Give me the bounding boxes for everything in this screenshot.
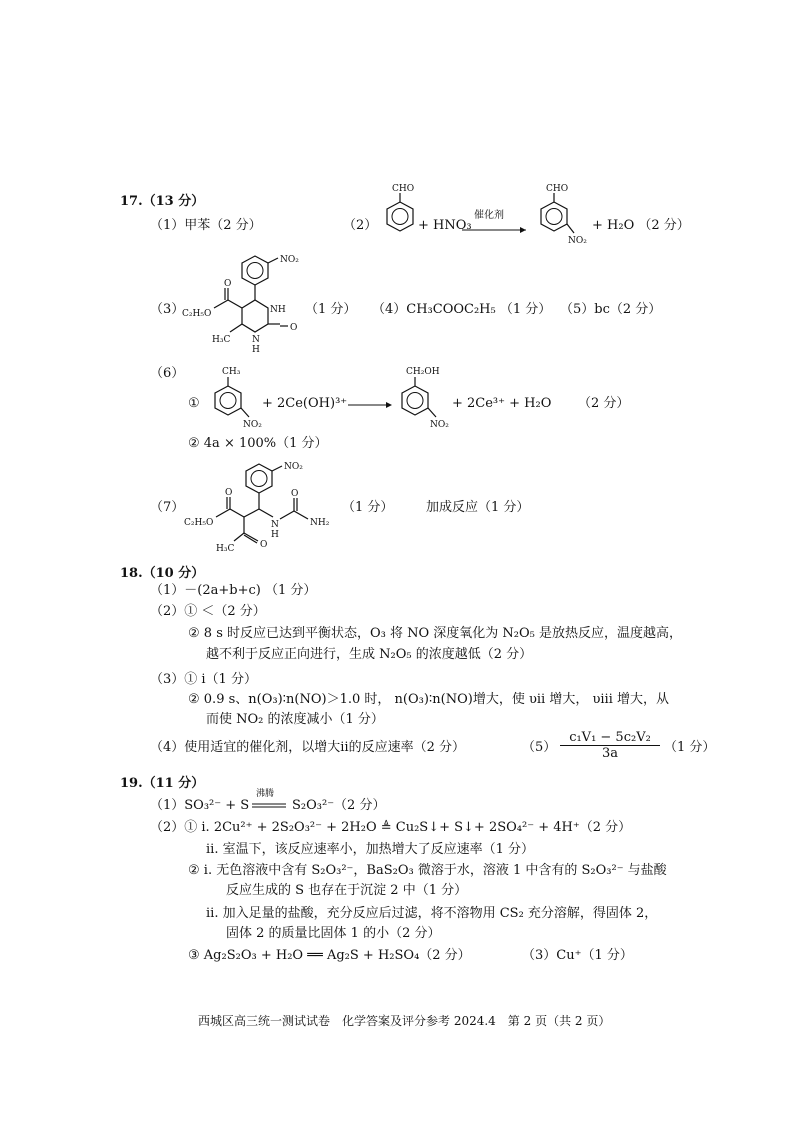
q18-part5-numerator: c₁V₁ − 5c₂V₂: [560, 730, 660, 746]
q17-part5: （5）bc（2 分）: [560, 302, 662, 317]
p7-ester-o: O: [225, 488, 233, 498]
p7-nh2-label: NH₂: [310, 518, 330, 528]
nitrotoluene-structure: [205, 365, 265, 435]
q17-part6-score: （2 分）: [578, 396, 630, 411]
p6-arrow: [348, 398, 396, 412]
p6-ch2oh-label: CH₂OH: [406, 367, 440, 377]
q19-part2-3: ③ Ag₂S₂O₃ + H₂O ══ Ag₂S + H₂SO₄（2 分）: [188, 948, 471, 963]
p3-no2-label: NO₂: [280, 255, 299, 265]
p3-urea-o: O: [290, 323, 298, 333]
pyrimidinone-structure: [178, 250, 308, 360]
q18-part5-score: （1 分）: [664, 740, 716, 755]
q18-part5-label: （5）: [522, 740, 557, 755]
q19-equals-sign: [252, 803, 288, 809]
reaction-arrow: [460, 220, 530, 240]
p7-urea-o: O: [291, 489, 299, 499]
q19-part1-condition: 沸腾: [256, 789, 275, 799]
q19-part2-2ii-a: ⅱ. 加入足量的盐酸，充分反应后过滤，将不溶物用 CS₂ 充分溶解，得固体 2，: [206, 906, 658, 921]
reactant-cho-label: CHO: [392, 184, 415, 194]
q17-part6-circle1: ①: [188, 396, 200, 411]
q18-part4: （4）使用适宜的催化剂，以增大ⅱ的反应速率（2 分）: [150, 740, 465, 755]
q18-part2-1: （2）① ＜（2 分）: [150, 604, 266, 619]
q17-part6-label: （6）: [150, 366, 185, 381]
q19-part2-2i-b: 反应生成的 S 也存在于沉淀 2 中（1 分）: [226, 883, 468, 898]
p7-ester-label: C₂H₅O: [184, 518, 214, 528]
p3-ester-label: C₂H₅O: [182, 309, 212, 319]
q17-part4: （4）CH₃COOC₂H₅ （1 分）: [372, 302, 552, 317]
q19-part2-1ii: ⅱ. 室温下，该反应速率小，加热增大了反应速率（1 分）: [206, 842, 534, 857]
q18-part2-2a: ② 8 s 时反应已达到平衡状态，O₃ 将 NO 深度氧化为 N₂O₅ 是放热反应，温度越高，: [188, 626, 683, 641]
q19-part1-right: S₂O₃²⁻（2 分）: [292, 798, 386, 813]
q17-part7-reaction: 加成反应（1 分）: [426, 500, 530, 515]
q17-part7-score: （1 分）: [342, 500, 394, 515]
p7-no2-label: NO₂: [284, 462, 303, 472]
q19-part3: （3）Cu⁺（1 分）: [522, 948, 633, 963]
q19-part2-1i: （2）① ⅰ. 2Cu²⁺ + 2S₂O₃²⁻ + 2H₂O ≜ Cu₂S↓+ S↓+ 2SO₄²⁻ + 4H⁺（2 分）: [150, 820, 632, 835]
q18-part3-1: （3）① ⅰ（1 分）: [150, 672, 257, 687]
p6-no2b-label: NO₂: [430, 420, 449, 430]
q19-part1-left: （1）SO₃²⁻ + S: [150, 798, 250, 813]
p3-nh-top: NH: [270, 305, 286, 315]
q17-header: 17.（13 分）: [120, 194, 205, 209]
q17-part6-products: + 2Ce³⁺ + H₂O: [452, 396, 552, 411]
q18-part3-2b: 而使 NO₂ 的浓度减小（1 分）: [206, 712, 384, 727]
q17-part2-hno3: + HNO₃: [418, 218, 472, 233]
p3-h-label: H: [252, 345, 260, 355]
q17-part2-tail: + H₂O （2 分）: [592, 218, 690, 233]
q18-part3-2a: ② 0.9 s、n(O₃)∶n(NO)＞1.0 时， n(O₃)∶n(NO)增大，使 υⅱ 增大， υⅲ 增大，从: [188, 692, 669, 707]
p7-n-label: N: [271, 520, 279, 530]
benzaldehyde-structure: [370, 185, 430, 245]
p7-h3c-label: H₃C: [216, 544, 235, 554]
q17-part7-label: （7）: [150, 500, 185, 515]
q18-part2-2b: 越不利于反应正向进行，生成 N₂O₅ 的浓度越低（2 分）: [206, 647, 533, 662]
q17-part3-label: （3）: [150, 302, 185, 317]
q17-part6-reagent: + 2Ce(OH)³⁺: [262, 396, 348, 411]
p7-ketone-o: O: [260, 540, 268, 550]
p3-n-label: N: [252, 335, 260, 345]
p3-ch3-label: H₃C: [212, 335, 231, 345]
q18-part5-fraction: [560, 730, 660, 761]
product-no2-label: NO₂: [568, 236, 587, 246]
q18-part1: （1）－(2a+b+c) （1 分）: [150, 583, 317, 598]
q17-part3-score: （1 分）: [305, 302, 357, 317]
p6-ch3-label: CH₃: [222, 367, 241, 377]
q17-part1: （1）甲苯（2 分）: [150, 218, 262, 233]
p6-no2-label: NO₂: [243, 420, 262, 430]
nitrobenzaldehyde-structure: [528, 185, 598, 260]
q19-part2-2ii-b: 固体 2 的质量比固体 1 的小（2 分）: [226, 926, 441, 941]
product-cho-label: CHO: [546, 184, 569, 194]
q19-part2-2i-a: ② ⅰ. 无色溶液中含有 S₂O₃²⁻，BaS₂O₃ 微溶于水，溶液 1 中含有的 S₂O₃²⁻ 与盐酸: [188, 863, 667, 878]
q17-part6-2: ② 4a × 100%（1 分）: [188, 436, 328, 451]
p3-carbonyl-o: O: [224, 279, 232, 289]
q17-part2-label: （2）: [343, 218, 378, 233]
michael-adduct-structure: [178, 455, 358, 560]
q18-part5-denominator: 3a: [601, 746, 619, 761]
q19-header: 19.（11 分）: [120, 776, 205, 791]
q18-header: 18.（10 分）: [120, 566, 205, 581]
p7-h-label: H: [271, 530, 279, 540]
page-footer: 西城区高三统一测试试卷 化学答案及评分参考 2024.4 第 2 页（共 2 页）: [198, 1014, 611, 1028]
catalyst-label: 催化剂: [474, 210, 504, 221]
